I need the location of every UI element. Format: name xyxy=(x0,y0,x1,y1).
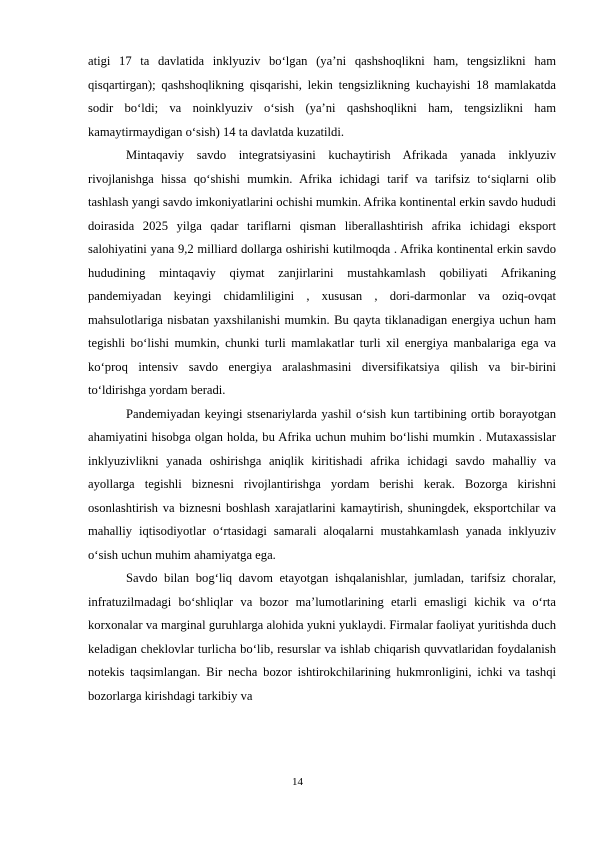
body-text xyxy=(88,50,556,708)
paragraph-trade-frictions: Savdo bilan bog‘liq davom etayotgan ishqalanishlar, jumladan, tarifsiz choralar, infratuzilmadagi bo‘shliqlar va bozor ma’lumotlarining etarli emasligi kichik va o‘rta korxonalar va marginal guruhlarga alohida yukni yuklaydi. Firmalar faoliyat yuritishda duch keladigan cheklovlar turlicha bo‘lib, resurslar va ishlab chiqarish quvvatlaridan foydalanish notekis taqsimlangan. Bir necha bozor ishtirokchilarining hukmronligini, ichki va tashqi bozorlarga kirishdagi tarkibiy va xyxy=(88,571,556,703)
paragraph-green-growth: Pandemiyadan keyingi stsenariylarda yashil o‘sish kun tartibining ortib borayotgan ahamiyatini hisobga olgan holda, bu Afrika uchun muhim bo‘lishi mumkin . Mutaxassislar inklyuzivlikni yanada oshirishga aniqlik kiritishadi afrika ichidagi savdo mahalliy va ayollarga tegishli biznesni rivojlantirishga yordam berishi kerak. Bozorga kirishni osonlashtirish va biznesni boshlash xarajatlarini kamaytirish, shuningdek, eksportchilar va mahalliy iqtisodiyotlar o‘rtasidagi samarali aloqalarni mustahkamlash yanada inklyuziv o‘sish uchun muhim ahamiyatga ega. xyxy=(88,406,556,562)
paragraph-regional-trade: Mintaqaviy savdo integratsiyasini kuchaytirish Afrikada yanada inklyuziv rivojlanishga hissa qo‘shishi mumkin. Afrika ichidagi tarif va tarifsiz to‘siqlarni olib tashlash yangi savdo imkoniyatlarini ochishi mumkin. Afrika kontinental erkin savdo hududi doirasida 2025 yilga qadar tariflarni qisman liberallashtirish afrika ichidagi eksport salohiyatini yana 9,2 milliard dollarga oshirishi kutilmoqda . Afrika kontinental erkin savdo hududining mintaqaviy qiymat zanjirlarini mustahkamlash qobiliyati Afrikaning pandemiyadan keyingi chidamliligini , xususan , dori-darmonlar va oziq-ovqat mahsulotlariga nisbatan yaxshilanishi mumkin. Bu qayta tiklanadigan energiya uchun ham tegishli bo‘lishi mumkin, chunki turli mamlakatlar turli xil energiya manbalariga ega va ko‘proq intensiv savdo energiya aralashmasini diversifikatsiya qilish va bir-birini to‘ldirishga yordam beradi. xyxy=(88,148,556,397)
page-number: 14 xyxy=(292,776,303,788)
paragraph-continued: atigi 17 ta davlatida inklyuziv bo‘lgan (ya’ni qashshoqlikni ham, tengsizlikni ham qisqartirgan); qashshoqlikning qisqarishi, lekin tengsizlikning kuchayishi 18 mamlakatda sodir bo‘ldi; va noinklyuziv o‘sish (ya’ni qashshoqlikni ham, tengsizlikni ham kamaytirmaydigan o‘sish) 14 ta davlatda kuzatildi. xyxy=(88,54,556,139)
